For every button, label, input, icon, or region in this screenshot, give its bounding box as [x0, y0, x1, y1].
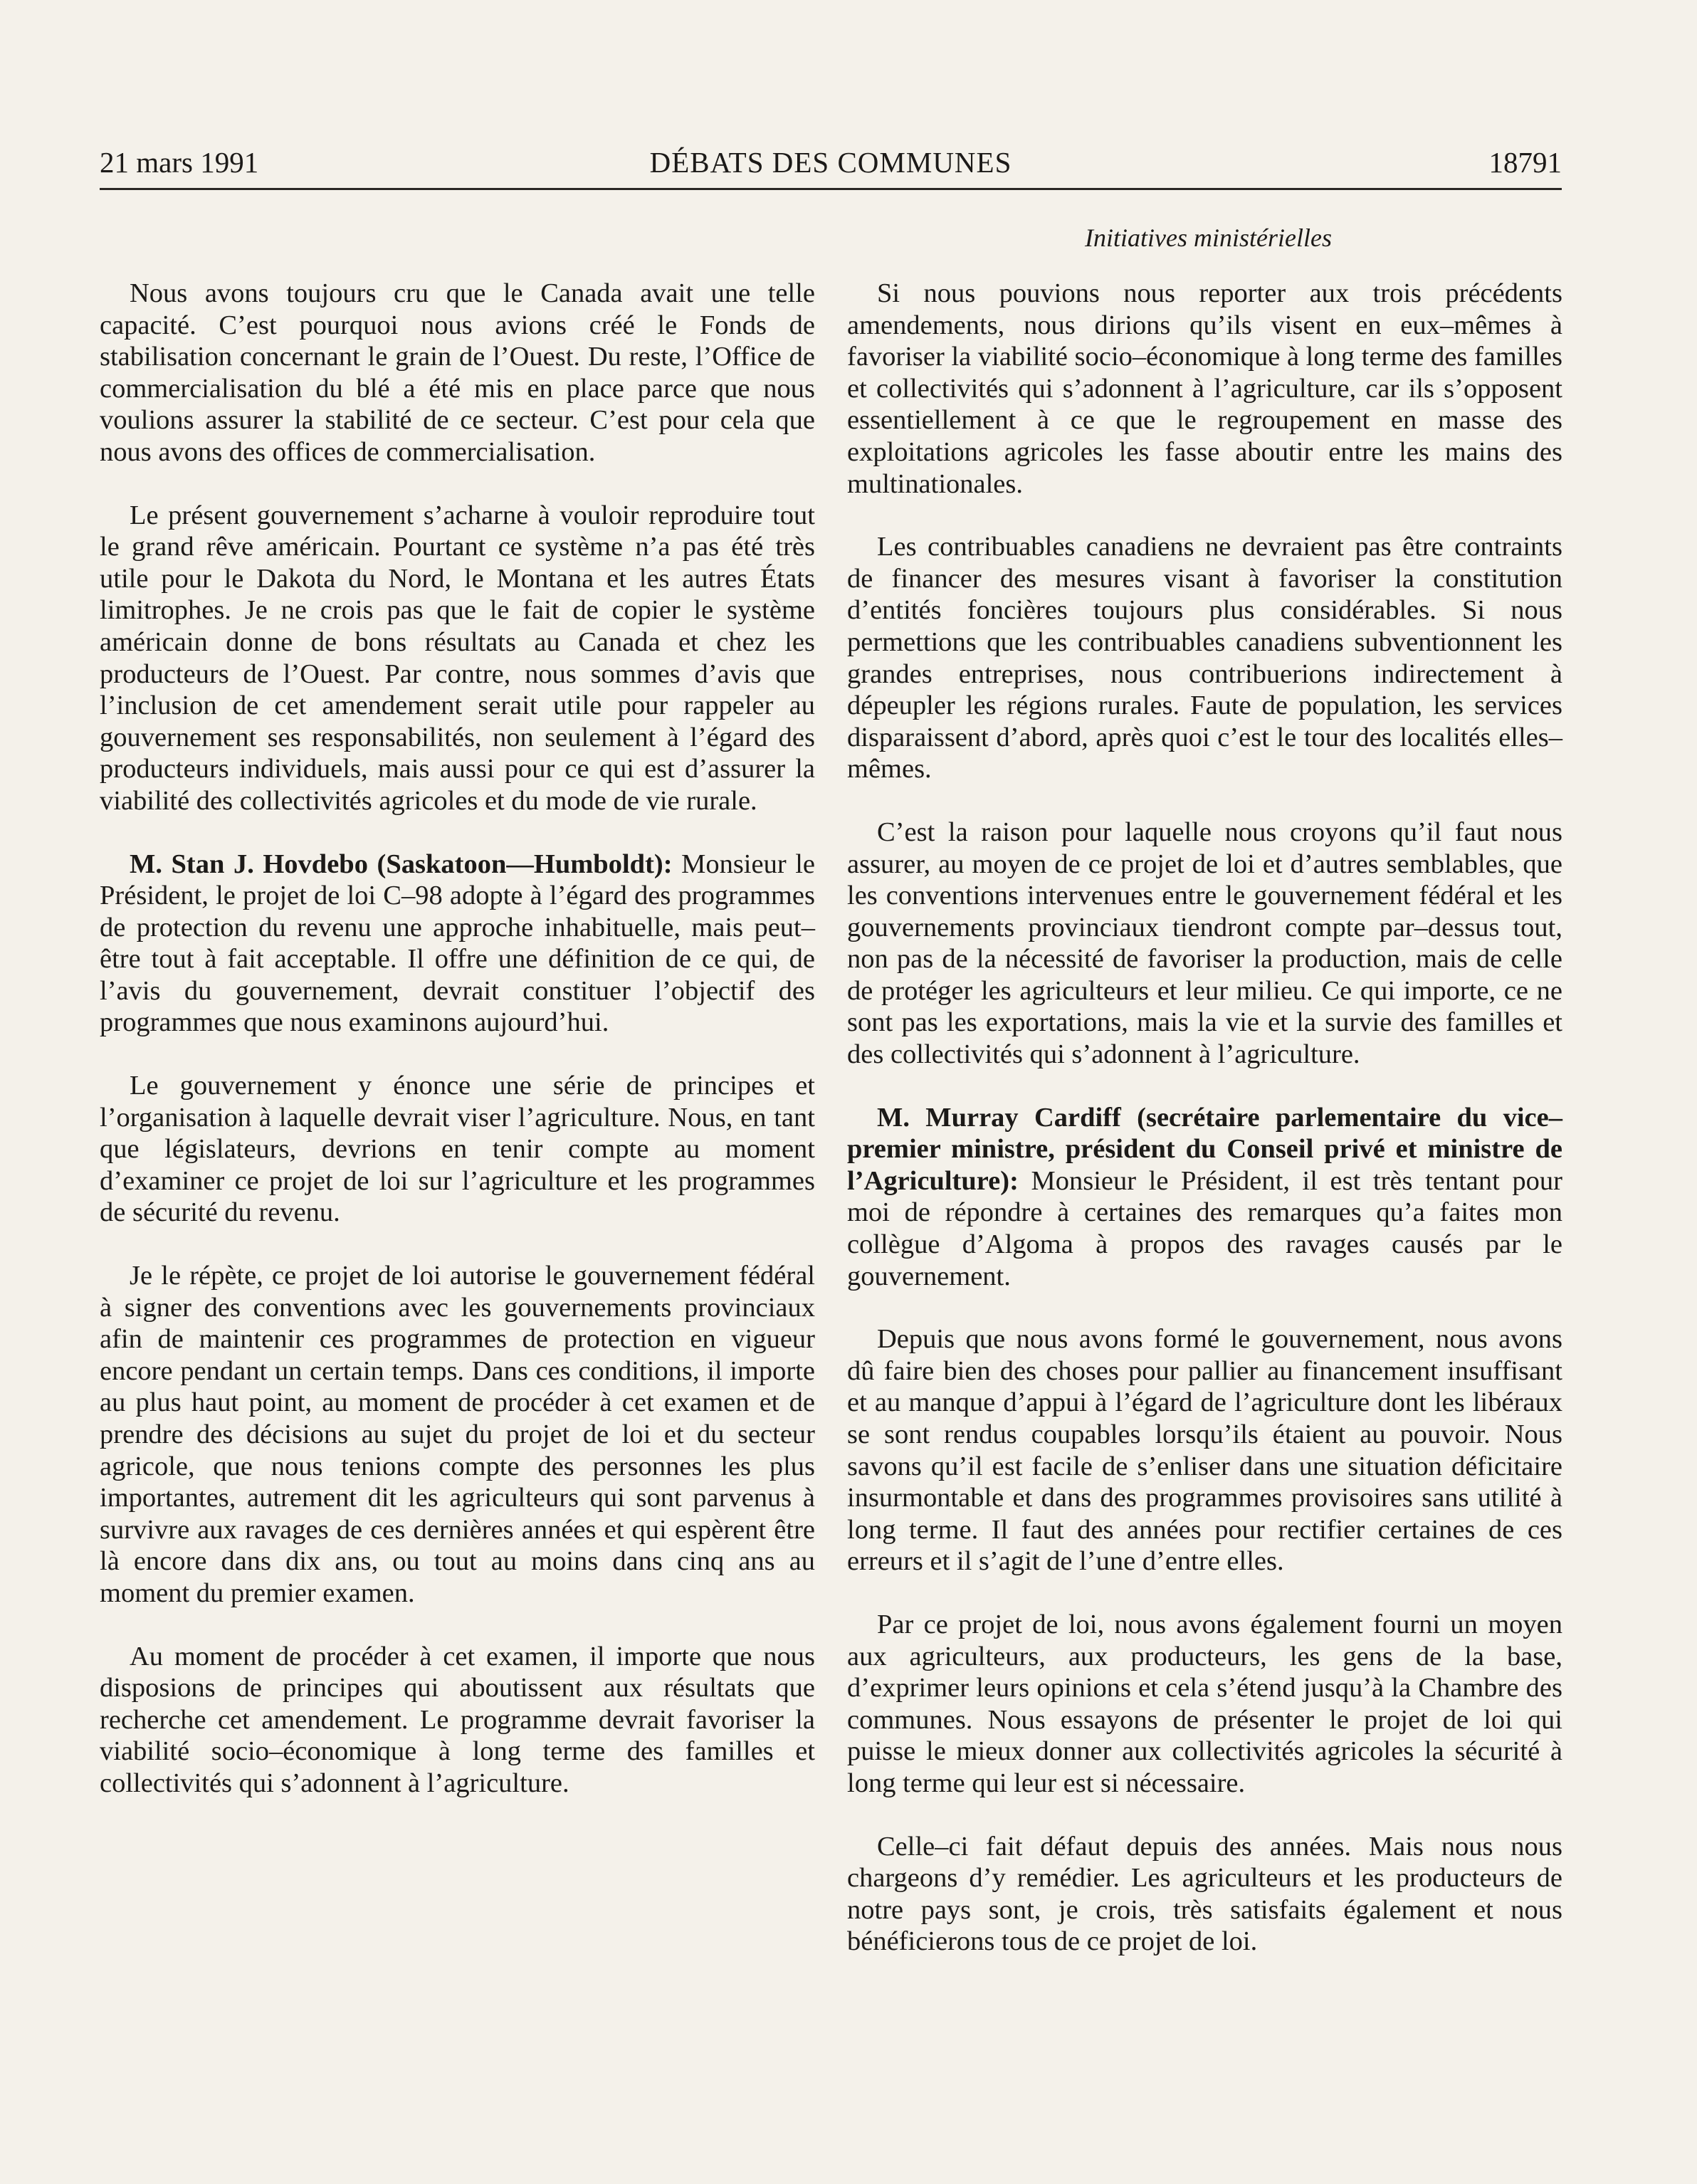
- right-column: [847, 278, 1562, 1989]
- paragraph: Nous avons toujours cru que le Canada avait une telle capacité. C’est pourquoi nous avions créé le Fonds de stabilisation concernant le grain de l’Ouest. Du reste, l’Office de commercialisation du blé a été mis en place parce que nous voulions assurer la stabilité de ce secteur. C’est pour cela que nous avons des offices de commercialisation.: [100, 278, 815, 467]
- speaker-name: M. Murray Cardiff (secrétaire parlementaire du vice–premier ministre, président du Conseil privé et ministre de l’Agriculture):: [847, 1102, 1562, 1196]
- paragraph: Le gouvernement y énonce une série de principes et l’organisation à laquelle devrait viser l’agriculture. Nous, en tant que législateurs, devrions en tenir compte au moment d’examiner ce projet de loi sur l’agriculture et les programmes de sécurité du revenu.: [100, 1071, 815, 1228]
- paragraph: Les contribuables canadiens ne devraient pas être contraints de financer des mesures visant à favoriser la constitution d’entités foncières toujours plus considérables. Si nous permettions que les contribuables canadiens subventionnent les grandes entreprises, nous contribuerions indirectement à dépeupler les régions rurales. Faute de population, les services disparaissent d’abord, après quoi c’est le tour des localités elles–mêmes.: [847, 532, 1562, 784]
- paragraph: Je le répète, ce projet de loi autorise le gouvernement fédéral à signer des conventions avec les gouvernements provinciaux afin de maintenir ces programmes de protection en vigueur encore pendant un certain temps. Dans ces conditions, il importe au plus haut point, au moment de procéder à cet examen et de prendre des décisions au sujet du projet de loi et du secteur agricole, que nous tenions compte des personnes les plus importantes, autrement dit les agriculteurs qui sont parvenus à survivre aux ravages de ces dernières années et qui espèrent être là encore dans dix ans, ou tout au moins dans cinq ans au moment du premier examen.: [100, 1261, 815, 1608]
- left-column: [100, 278, 815, 1831]
- page-header: [100, 145, 1562, 190]
- speaker-paragraph: [100, 849, 815, 1039]
- header-title: DÉBATS DES COMMUNES: [649, 146, 1012, 179]
- speech-text: Monsieur le Président, le projet de loi C–98 adopte à l’égard des programmes de protection du revenu une approche inhabituelle, mais peut–être tout à fait acceptable. Il offre une définition de ce qui, de l’avis du gouvernement, devrait constituer l’objectif des programmes que nous examinons aujourd’hui.: [100, 849, 815, 1038]
- paragraph: C’est la raison pour laquelle nous croyons qu’il faut nous assurer, au moyen de ce projet de loi et d’autres semblables, que les conventions intervenues entre le gouvernement fédéral et les gouvernements provinciaux tiendront compte par–dessus tout, non pas de la nécessité de favoriser la production, mais de celle de protéger les agriculteurs et leur milieu. Ce qui importe, ce ne sont pas les exportations, mais la vie et la survie des familles et des collectivités qui s’adonnent à l’agriculture.: [847, 817, 1562, 1070]
- header-page-number: 18791: [1488, 146, 1562, 179]
- paragraph: Depuis que nous avons formé le gouvernement, nous avons dû faire bien des choses pour pallier au financement insuffisant et au manque d’appui à l’égard de l’agriculture dont les libéraux se sont rendus coupables lorsqu’ils étaient au pouvoir. Nous savons qu’il est facile de s’enliser dans une situation déficitaire insurmontable et dans des programmes provisoires sans utilité à long terme. Il faut des années pour rectifier certaines de ces erreurs et il s’agit de l’une d’entre elles.: [847, 1324, 1562, 1577]
- speaker-name: M. Stan J. Hovdebo (Saskatoon—Humboldt):: [130, 849, 673, 879]
- paragraph: Celle–ci fait défaut depuis des années. Mais nous nous chargeons d’y remédier. Les agriculteurs et les producteurs de notre pays sont, je crois, très satisfaits également et nous bénéficierons tous de ce projet de loi.: [847, 1831, 1562, 1957]
- paragraph: Si nous pouvions nous reporter aux trois précédents amendements, nous dirions qu’ils visent en eux–mêmes à favoriser la viabilité socio–économique à long terme des familles et collectivités qui s’adonnent à l’agriculture, car ils s’opposent essentiellement à ce que le regroupement en masse des exploitations agricoles les fasse aboutir entre les mains des multinationales.: [847, 278, 1562, 499]
- speech-text: Monsieur le Président, il est très tentant pour moi de répondre à certaines des remarques qu’a faites mon collègue d’Algoma à propos des ravages causés par le gouvernement.: [847, 1165, 1562, 1291]
- speaker-paragraph: [847, 1102, 1562, 1293]
- paragraph: Par ce projet de loi, nous avons également fourni un moyen aux agriculteurs, aux producteurs, les gens de la base, d’exprimer leurs opinions et cela s’étend jusqu’à la Chambre des communes. Nous essayons de présenter le projet de loi qui puisse le mieux donner aux collectivités agricoles la sécurité à long terme qui leur est si nécessaire.: [847, 1609, 1562, 1798]
- section-label: Initiatives ministérielles: [1085, 224, 1332, 252]
- paragraph: Le présent gouvernement s’acharne à vouloir reproduire tout le grand rêve américain. Pourtant ce système n’a pas été très utile pour le Dakota du Nord, le Montana et les autres États limitrophes. Je ne crois pas que le fait de copier le système américain donne de bons résultats au Canada et chez les producteurs de l’Ouest. Par contre, nous sommes d’avis que l’inclusion de cet amendement serait utile pour rappeler au gouvernement ses responsabilités, non seulement à l’égard des producteurs individuels, mais aussi pour ce qui est d’assurer la viabilité des collectivités agricoles et du mode de vie rurale.: [100, 500, 815, 816]
- paragraph: Au moment de procéder à cet examen, il importe que nous disposions de principes qui aboutissent aux résultats que recherche cet amendement. Le programme devrait favoriser la viabilité socio–économique à long terme des familles et collectivités qui s’adonnent à l’agriculture.: [100, 1641, 815, 1798]
- header-date: 21 mars 1991: [100, 146, 259, 179]
